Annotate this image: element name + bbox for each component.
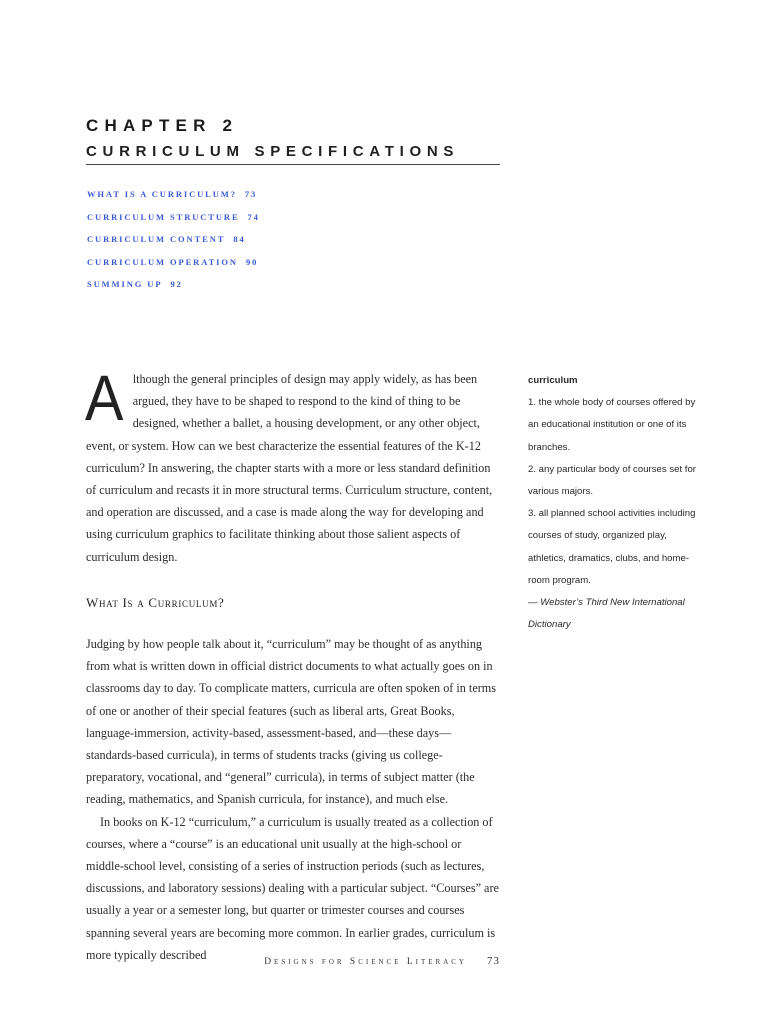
page-number: 73 (487, 955, 500, 967)
toc-item-page: 92 (170, 279, 183, 289)
toc-item-label: CURRICULUM OPERATION (87, 256, 238, 267)
toc-item-page: 74 (247, 211, 260, 222)
title-divider (86, 164, 500, 165)
toc-item-label: SUMMING UP (87, 279, 163, 289)
toc-link-curriculum-structure[interactable] (87, 211, 260, 234)
toc-link-what-is-a-curriculum[interactable] (87, 188, 260, 211)
body-paragraph-1: Judging by how people talk about it, “curriculum” may be thought of as anything from what is written down in official district documents to what actually goes on in classrooms day to day. To complicate matters, curricula are often spoken of in terms of one or another of their special features (such as liberal arts, Great Books, language-immersion, activity-based, assessment-based, and—these days—standards-based curricula), in terms of students tracks (giving us college-preparatory, vocational, and “general” curricula), in terms of subject matter (the reading, mathematics, and Spanish curricula, for instance), and much else. (86, 637, 497, 807)
definition-sidebar (528, 370, 698, 636)
sidebar-attribution: — Webster’s Third New International Dictionary (528, 597, 685, 631)
toc-item-page: 90 (245, 256, 259, 267)
toc-link-summing-up[interactable] (87, 278, 260, 301)
chapter-title: CURRICULUM SPECIFICATIONS (86, 143, 460, 160)
toc-link-curriculum-content[interactable] (87, 233, 260, 256)
toc-item-page: 73 (244, 189, 258, 199)
sidebar-term: curriculum (528, 375, 578, 386)
drop-cap: A (85, 362, 124, 434)
chapter-contents-list (87, 188, 260, 301)
main-text (85, 362, 500, 966)
sidebar-definition-3: 3. all planned school activities including courses of study, organized play, athletics, dramatics, clubs, and home-room program. (528, 508, 696, 586)
chapter-label: CHAPTER 2 (86, 116, 239, 135)
sidebar-definition-1: 1. the whole body of courses offered by an educational institution or one of its branches. (528, 397, 696, 453)
body-paragraph-2: In books on K-12 “curriculum,” a curriculum is usually treated as a collection of courses, where a “course” is an educational unit usually at the high-school or middle-school level, consisting of a series of instruction periods (such as lectures, discussions, and laboratory sessions) dealing with a particular subject. “Courses” are usually a year or a semester long, but quarter or trimester courses and courses spanning several years are becoming more common. In earlier grades, curriculum is more typically described (86, 814, 499, 962)
section-heading: What Is a Curriculum? (86, 594, 225, 610)
page-footer (0, 955, 500, 967)
toc-item-label: CURRICULUM CONTENT (87, 234, 226, 244)
toc-item-label: WHAT IS A CURRICULUM? (87, 189, 237, 199)
footer-book-title: Designs for Science Literacy (264, 957, 467, 967)
toc-item-label: CURRICULUM STRUCTURE (87, 211, 240, 222)
intro-text: lthough the general principles of design may apply widely, as has been argued, they have to be shaped to respond to the kind of thing to be designed, whether a ballet, a housing development, or any other object, event, or system. How can we best characterize the essential features of the K-12 curriculum? In answering, the chapter starts with a more or less standard definition of curriculum and recasts it in more structural terms. Curriculum structure, content, and operation are discussed, and a case is made along the way for developing and using curriculum graphics to facilitate thinking about those salient aspects of curriculum design. (86, 372, 493, 564)
intro-paragraph (85, 362, 500, 568)
sidebar-definition-2: 2. any particular body of courses set for various majors. (528, 463, 696, 498)
toc-link-curriculum-operation[interactable] (87, 256, 260, 279)
toc-item-page: 84 (233, 234, 246, 244)
